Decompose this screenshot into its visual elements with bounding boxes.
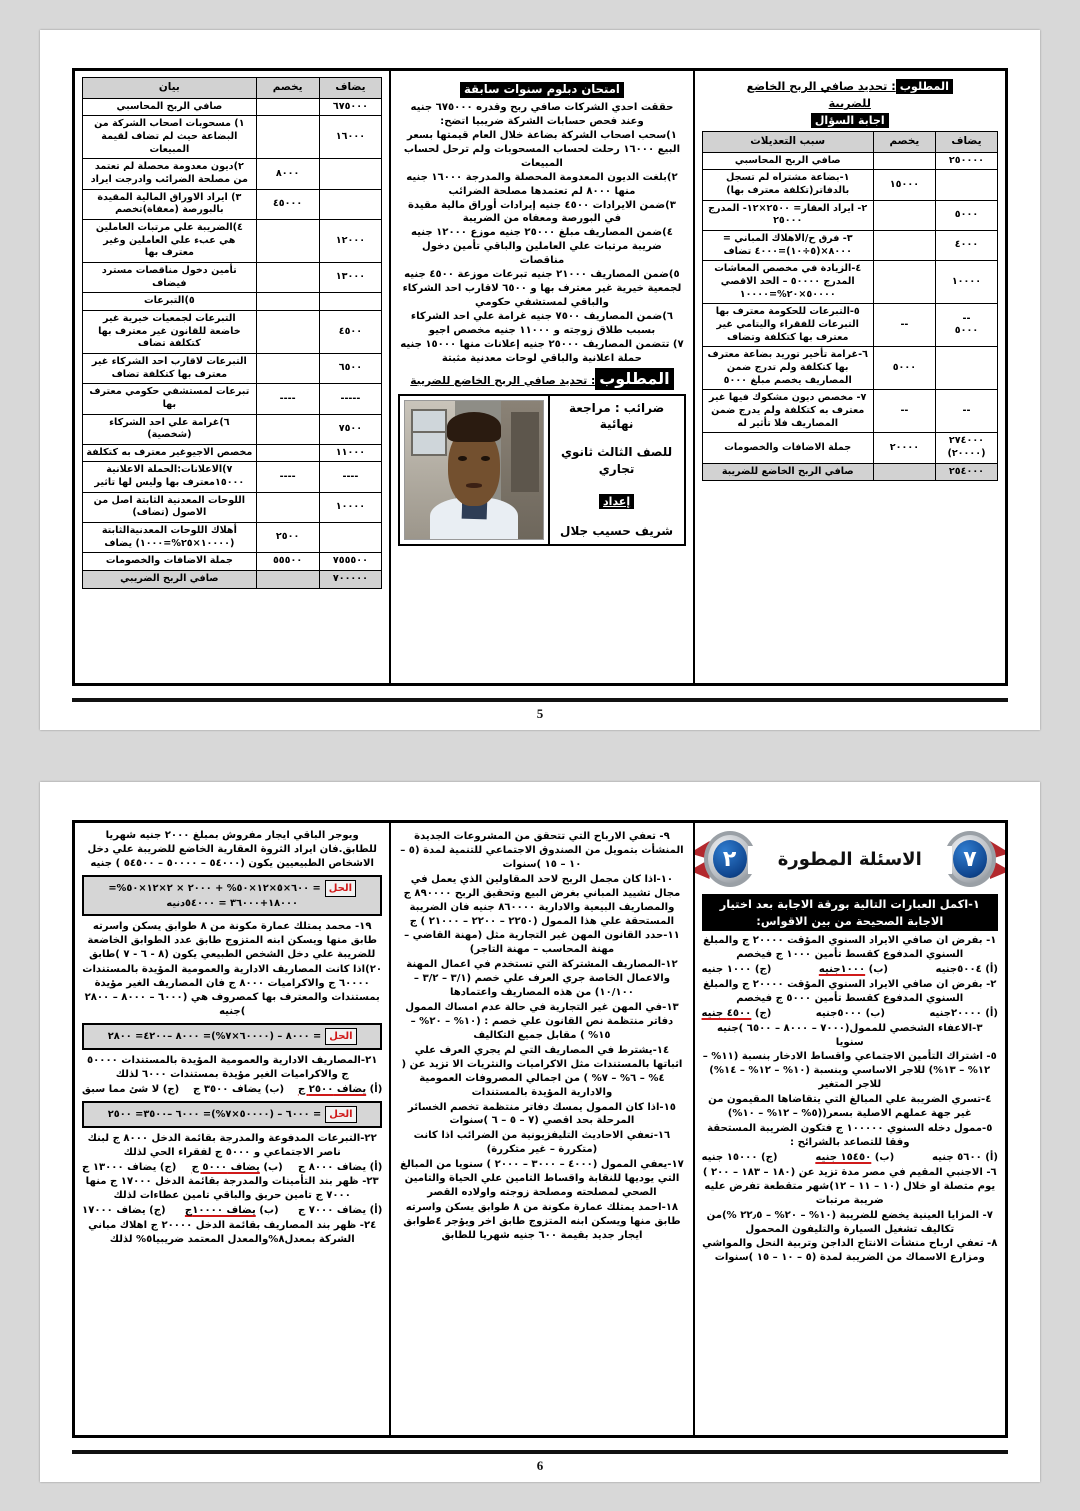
table-header-row xyxy=(83,78,382,99)
cell-added xyxy=(319,523,382,553)
solution-tag: الحل xyxy=(325,1106,356,1123)
table-row xyxy=(83,553,382,571)
table-row xyxy=(83,262,382,292)
solution-line: الحل= ٦٠٠×٥×١٢×٥٠% + ٢٠٠٠ × ٢×١٢×٥٠%= xyxy=(88,880,376,897)
answer-option[interactable] xyxy=(298,1083,382,1097)
cell-added: ٧٥٥٥٠٠ xyxy=(319,553,382,571)
page1-middle-column xyxy=(389,71,692,683)
author-photo-block xyxy=(398,394,685,546)
answer-option[interactable] xyxy=(82,1161,176,1175)
cell-description: ٧)الاعلانات:الحملة الاعلانية ١٥٠٠٠معترف بها وليس لها تاثير xyxy=(83,462,257,492)
page2-middle-questions xyxy=(398,830,685,1243)
cell-description: ٤-الزيادة في مخصص المعاشات المدرج ٥٠٠٠٠ – الحد الاقصي ٥٠٠٠٠×٢٠%=١٠٠٠٠ xyxy=(702,261,873,304)
page2-left-body xyxy=(82,875,382,1247)
table-row xyxy=(83,310,382,353)
solution-tag: الحل xyxy=(325,1028,356,1045)
page2-right-questions xyxy=(702,934,998,1265)
cell-description: جملة الاضافات والخصومات xyxy=(702,433,873,463)
cell-description: صافي الربح المحاسبي xyxy=(702,152,873,170)
option-value: ١٥٤٥٠ جنيه xyxy=(815,1151,872,1163)
mcq-question: ٨- تعفي ارباح منشأت الانتاج الداجن وتربية النحل والمواشي ومزارع الاسماك من الضريبة لمدة (٥ – ١٠ – ١٥ )سنوات xyxy=(702,1238,998,1264)
option-value: يضاف ٧٠٠٠ ج xyxy=(297,1205,367,1217)
mcq-question: ٣-الاعفاء الشخصي للممول(٧٠٠٠ – ٨٠٠٠ – ٦٥٠٠ )جنيه سنويا xyxy=(717,1022,983,1048)
answer-option[interactable] xyxy=(702,963,772,977)
mcq-question: ٦- الاجنبي المقيم في مصر مدة تزيد عن (١٨٠ – ١٨٣ – ٢٠٠ ) يوم متصلة او خلال (١٠ – ١١ – ١٢)شهر متقطعة تفرض عليه ضريبة مرتبات xyxy=(702,1166,997,1206)
cell-added: ٧٥٠٠ xyxy=(319,414,382,444)
solution-line: الحل= ٨٠٠٠ – (٦٠٠٠٠×٧%)= ٨٠٠٠ –٤٢٠٠= ٢٨٠٠ xyxy=(88,1028,376,1045)
option-value: ١٠٠٠ جنيه xyxy=(701,963,752,975)
option-label: (ج) xyxy=(145,1205,166,1217)
cell-deducted: ٢٠٠٠٠ xyxy=(873,433,935,463)
option-value: ٤٥٠٠ جنيه xyxy=(701,1007,752,1019)
author-photo-frame xyxy=(400,396,547,544)
cell-added: ٧٠٠٠٠٠ xyxy=(319,571,382,589)
page1-middle-required: المطلوب: تحديد صافي الربح الخاضع للضريبة xyxy=(398,368,685,390)
table-row xyxy=(83,444,382,462)
option-value: يضاف ١٣٠٠٠ ج xyxy=(82,1161,157,1173)
mcq-question: ٢٢-التبرعات المدفوعة والمدرجة بقائمة الدخل ٨٠٠٠ ج لبنك ناصر الاجتماعي و ٥٠٠٠ ج لفقراء الحي لذلك xyxy=(87,1132,377,1158)
page-sheet-1 xyxy=(40,30,1040,730)
column-header: يضاف xyxy=(319,78,382,99)
page1-frame xyxy=(72,68,1008,686)
option-value: يضاف ٢٥٠٠ ج xyxy=(297,1083,367,1095)
option-label: (أ) xyxy=(366,1205,383,1217)
cell-description: جملة الاضافات والخصومات xyxy=(83,553,257,571)
answer-options xyxy=(82,1161,382,1175)
page1-answer-heading: اجابة السؤال xyxy=(702,113,998,128)
page1-left-table xyxy=(82,77,382,589)
cell-description: ٣) ايراد الاوراق المالية المقيدة بالبورصة (معفاة)تخصم xyxy=(83,189,257,219)
option-value: يضاف ٥٠٠٠ ج xyxy=(191,1161,260,1173)
mcq-question: ٢٠)اذا كانت المصاريف الادارية والعمومية المؤيدة بالمستندات ٦٠٠٠٠ ج والاكراميات ٨٠٠٠ ج فان المصاريف الغير مؤيدة بمستندات والمعترف بها كمصروف هي (٦٠٠٠ – ٨٠٠٠ – ٢٨٠٠ )جنيه xyxy=(82,964,383,1017)
mcq-question: ١٨-احمد يمتلك عمارة مكونة من ٨ طوابق يسكن واسرته طابق منها ويسكن ابنه المتزوج طابق اخر ويؤجر ٤طوابق ايجار جديد بقيمة ٦٠٠ جنيه شهريا للطابق xyxy=(403,1201,681,1241)
mcq-question: ٤-تسري الضريبة علي المبالغ التي يتقاضاها المقيمون من غير جهة عملهم الاصلية بسعر((٥% – ١٢% – ١٠%) xyxy=(708,1094,992,1120)
cell-description: تأمين دخول مناقصات مسترد فيضاف xyxy=(83,262,257,292)
mcq-question: ٩- تعفي الارباح التي تتحقق من المشروعات الجديدة المنشأت بتمويل من الصندوق الاجتماعي للتنمية لمدة (٥ – ١٠ – ١٥ )سنوات xyxy=(400,831,684,870)
cell-deducted: ٥٠٠٠ xyxy=(873,347,935,390)
option-value: ٥٠٠٤جنيه xyxy=(935,963,982,975)
answer-options xyxy=(82,1204,382,1218)
cell-deducted: ٨٠٠٠ xyxy=(256,159,319,189)
page1-number: 5 xyxy=(536,706,544,721)
cell-added: ١١٠٠٠ xyxy=(319,444,382,462)
table-row xyxy=(83,523,382,553)
table-row xyxy=(83,98,382,116)
subject-line: ضرائب : مراجعة نهائية xyxy=(568,400,665,432)
page2-left-intro: ويوجر الباقي ايجار مفروش بمبلغ ٢٠٠٠ جنيه شهريا للطابق.فان ايراد الثروة العقارية الخاضع للضريبة علي دخل الاشخاص الطبيعيين يكون (٥٤٠٠٠ – ٥٠٠٠٠ – ٥٤٥٠٠ ) جنيه xyxy=(87,830,377,869)
option-label: (ب) xyxy=(865,963,889,975)
cell-deducted xyxy=(873,261,935,304)
grade-line: للصف الثالث ثانوي تجاري xyxy=(560,445,673,477)
cell-description: ٥)التبرعات xyxy=(83,293,257,311)
cell-description: صافي الربح الخاضع للضريبة xyxy=(702,463,873,481)
mcq-question: ١- بفرض ان صافي الايراد السنوي المؤقت ٢٠٠٠٠ ج والمبلغ السنوي المدفوع كقسط تأمين ١٠٠٠ ج فيخصم xyxy=(703,935,997,960)
page1-required-title-line2: للضريبة xyxy=(828,97,871,111)
table-row xyxy=(83,384,382,414)
mcq-question: ٧- المزايا العينية يخضع للضريبة (١٠% – ٢٠% – ٢٢٫٥ %)من تكاليف تشغيل السيارة والتليفون المحمول xyxy=(706,1209,993,1235)
option-label: (أ) xyxy=(981,963,998,975)
cell-added: ٢٥٠٠٠٠ xyxy=(935,152,997,170)
cell-added: ----- xyxy=(319,384,382,414)
mcq-question: ٢٣- ظهر بند التأمينات والمدرجة بقائمة الدخل ١٧٠٠٠ ج منها ٧٠٠٠ ج تامين حريق والباقي تامين عطاءات لذلك xyxy=(85,1176,379,1202)
solution-box-2 xyxy=(82,1023,382,1050)
cell-description: ٦-غرامة تأخير توريد بضاعة معترف بها كتكلفة ولم تدرج ضمن المصاريف يخصم مبلغ ٥٠٠٠ xyxy=(702,347,873,390)
answer-options xyxy=(702,963,998,977)
table-row xyxy=(702,261,997,304)
mcq-question: ١٦-تعفي الاحاديث التليفزيونية من الضرائب اذا كانت (متكررة – غير متكررة) xyxy=(413,1130,671,1156)
cell-added: ١٠٠٠٠ xyxy=(319,492,382,522)
column-header: يخصم xyxy=(256,78,319,99)
mcq-question: ١٩- محمد يمتلك عمارة مكونة من ٨ طوابق يسكن واسرته طابق منها ويسكن ابنه المتزوج طابق عدد الطوابق الخاضعة للضريبة علي دخل الشخص الطبيعي يكون (٨ - ٦ - ٧ )طابق xyxy=(87,921,377,961)
cell-description: ٤)الضريبة علي مرتبات العاملين هي عبء علي العاملين وغير معترف بها xyxy=(83,219,257,262)
mcq-question: ١٤-يشترط في المصاريف التي لم يجري العرف علي اثباتها بالمستندات مثل الاكراميات والنثريات الا تزيد عن ( ٤% – ٦% – ٧% ) من اجمالي المصروفات العمومية والادارية المؤيدة بالمستندات xyxy=(401,1044,683,1098)
cell-description: مخصص الاجيوغير معترف به كتكلفة xyxy=(83,444,257,462)
option-label: (أ) xyxy=(981,1151,998,1163)
cell-description: التبرعات لاقارب احد الشركاء غير معترف بها كتكلفة تضاف xyxy=(83,353,257,383)
cell-added: ١٣٠٠٠ xyxy=(319,262,382,292)
answer-option[interactable] xyxy=(185,1204,279,1218)
cell-deducted: ---- xyxy=(256,462,319,492)
answer-option[interactable] xyxy=(936,963,999,977)
cell-deducted xyxy=(256,116,319,159)
mcq-question: ٢٤- ظهر بند المصاريف بقائمة الدخل ٢٠٠٠٠ ج اهلاك مباني الشركة بمعدل٨%والمعدل المعتمد ضريبيا٥% لذلك xyxy=(88,1220,377,1246)
badge-right-label: ٧ xyxy=(953,840,987,878)
answer-option[interactable] xyxy=(819,963,888,977)
answer-option[interactable] xyxy=(298,1204,382,1218)
answer-option[interactable] xyxy=(702,1151,778,1165)
option-label: (ج) xyxy=(751,963,772,975)
option-label: (أ) xyxy=(366,1083,383,1095)
prepared-label-wrap: إعداد xyxy=(555,489,679,511)
required-black-label: المطلوب xyxy=(896,79,953,94)
page2-bottom-rule xyxy=(72,1450,1008,1454)
cell-description: صافي الربح المحاسبي xyxy=(83,98,257,116)
table-row xyxy=(702,170,997,200)
cell-deducted xyxy=(256,310,319,353)
cell-added xyxy=(319,293,382,311)
cell-deducted xyxy=(256,262,319,292)
cell-deducted: -- xyxy=(873,390,935,433)
cell-deducted xyxy=(256,98,319,116)
author-caption xyxy=(548,396,684,544)
exam-item: ٢)بلغت الديون المعدومة المحصلة والمدرجة ١٦٠٠٠ جنيه منها ٨٠٠٠ لم تعتمدها مصلحة الضرائب xyxy=(406,171,678,197)
cell-deducted xyxy=(873,231,935,261)
page1-required-title: المطلوب: تحديد صافي الربح الخاضع xyxy=(702,79,998,94)
cell-added: ٦٧٥٠٠٠ xyxy=(319,98,382,116)
option-label: (ب) xyxy=(862,1007,885,1019)
page2-right-column xyxy=(693,823,1005,1435)
cell-deducted xyxy=(256,492,319,522)
column-header: سبب التعديلات xyxy=(702,132,873,153)
cell-description: ١-بضاعة مشتراه لم تسجل بالدفاتر(تكلفة معترف بها) xyxy=(702,170,873,200)
option-label: (ج) xyxy=(159,1083,180,1095)
table-row xyxy=(83,492,382,522)
answer-option[interactable] xyxy=(193,1083,284,1097)
cell-description: ٦)غرامة علي احد الشركاء (شخصية) xyxy=(83,414,257,444)
cell-added: ٤٥٠٠ xyxy=(319,310,382,353)
mcq-question: ١٧-يعفي الممول (٤٠٠٠ – ٣٠٠٠ – ٢٠٠٠ ) سنويا من المبالغ التي يوديها للنقابة واقساط التامين علي الحياة والتامين الصحي لمصلحته ومصلحة زوجته واولاده القصر xyxy=(400,1159,684,1199)
page1-left-column xyxy=(75,71,389,683)
option-label: (ج) xyxy=(751,1007,772,1019)
cell-added xyxy=(319,189,382,219)
cell-description: ١) مسحوبات اصحاب الشركة من البضاعة حيث لم تضاف لقيمة المبيعات xyxy=(83,116,257,159)
page1-right-column xyxy=(693,71,1005,683)
option-value: ٥٦٠٠ جنيه xyxy=(931,1151,982,1163)
table-row xyxy=(702,347,997,390)
mcq-question: ٢- بفرض ان صافي الايراد السنوي المؤقت ٢٠٠٠٠ ج والمبلغ السنوي المدفوع كقسط تأمين ٥٠٠٠ ج فيخصم xyxy=(703,978,997,1004)
banner-title: الاسئلة المطورة xyxy=(748,846,952,875)
answer-option[interactable] xyxy=(192,1161,283,1175)
answer-option[interactable] xyxy=(816,1007,885,1021)
option-value: يضاف ٣٥٠٠ ج xyxy=(193,1083,262,1095)
answer-option[interactable] xyxy=(298,1161,382,1175)
solution-box-3 xyxy=(82,1101,382,1128)
cell-description: ٧- مخصص ديون مشكوك فيها غير معترف به كتكلفة ولم يدرج ضمن المصاريف فلا تأثير له xyxy=(702,390,873,433)
table-row xyxy=(702,152,997,170)
instruction-bar: ١-اكمل العبارات التالية بورقة الاجابة بعد اختيار الاجابة الصحيحة من بين الاقواس: xyxy=(702,894,998,931)
table-row xyxy=(702,463,997,481)
column-header: يضاف xyxy=(935,132,997,153)
cell-deducted: -- xyxy=(873,304,935,347)
exam-item: ٣)ضمن الايرادات ٤٥٠٠ جنيه إيرادات أوراق مالية مقيدة في البورصة ومعفاه من الضريبة xyxy=(408,199,676,225)
author-name: شريف حسيب جلال xyxy=(560,524,674,539)
table-header-row xyxy=(702,132,997,153)
cell-description: صافي الربح الضريبي xyxy=(83,571,257,589)
exam-item: ١)سحب اصحاب الشركة بضاعة خلال العام قيمتها بسعر البيع ١٦٠٠٠ رحلت لحساب المسحوبات ولم ترحل لحساب المبيعات xyxy=(403,129,681,169)
table-row xyxy=(83,414,382,444)
cell-deducted xyxy=(873,152,935,170)
option-label: (أ) xyxy=(981,1007,998,1019)
column-header: يخصم xyxy=(873,132,935,153)
cell-description: اللوحات المعدنية الثابتة اصل من الاصول (تضاف) xyxy=(83,492,257,522)
page2-middle-column xyxy=(389,823,692,1435)
mcq-question: ١١-حدد القانون المهن غير التجارية مثل (مهنة القاضي – مهنة المحاسب – مهنة التاجر) xyxy=(404,930,680,956)
mcq-question: ١٥-اذا كان الممول يمسك دفاتر منتظمة تخصم الخسائر المرحلة بحد اقصي (٧ – ٥ – ٦ )سنوات xyxy=(407,1101,676,1127)
option-label: (ب) xyxy=(255,1205,279,1217)
cell-deducted: ---- xyxy=(256,384,319,414)
cell-added: ٢٥٤٠٠٠ xyxy=(935,463,997,481)
cell-added: ٤٠٠٠ xyxy=(935,231,997,261)
cell-description: التبرعات لجمعيات خيرية غير خاضعة للقانون غير معترف بها كتكلفة تضاف xyxy=(83,310,257,353)
exam-item: ٧) تتضمن المصاريف ٢٥٠٠٠ جنيه إعلانات منها ١٥٠٠٠ جنيه حملة اعلانية والباقي لوحات معدنية مثبتة xyxy=(400,338,684,364)
exam-item: ٦)ضمن المصاريف ٧٥٠٠ جنيه غرامة علي احد الشركاء بسبب طلاق زوجته و ١١٠٠٠ جنيه مخصص اجيو xyxy=(410,310,673,336)
mcq-question: ٥-ممول دخله السنوي ١٠٠٠٠٠ ج فتكون الضريبة المستحقة وفقا للتصاعد بالشرائح : xyxy=(707,1123,993,1148)
cell-deducted xyxy=(256,444,319,462)
page2-frame xyxy=(72,820,1008,1438)
exam-item: ٤)ضمن المصاريف مبلغ ٢٥٠٠٠ جنيه موزع ١٢٠٠٠ جنيه ضريبة مرتبات علي العاملين والباقي تأمين دخول مناقصات xyxy=(410,227,673,267)
exam-intro-line-2: وعند فحص حسابات الشركة ضريبيا اتضح: xyxy=(440,116,644,127)
table-row xyxy=(702,304,997,347)
page-sheet-2 xyxy=(40,782,1040,1482)
option-label: (ج) xyxy=(156,1161,177,1173)
cell-deducted xyxy=(256,293,319,311)
cell-deducted xyxy=(873,463,935,481)
cell-added: ١٠٠٠٠ xyxy=(935,261,997,304)
badge-left-label: ٢ xyxy=(713,840,747,878)
option-value: لا شئ مما سبق xyxy=(82,1083,160,1095)
option-value: يضاف ١٧٠٠٠ xyxy=(82,1205,146,1217)
cell-added: ---- xyxy=(319,462,382,492)
option-label: (ب) xyxy=(259,1161,283,1173)
option-value: ١٠٠٠جنيه xyxy=(818,963,866,975)
table-row xyxy=(83,462,382,492)
answer-options xyxy=(82,1083,382,1097)
cell-deducted xyxy=(256,219,319,262)
answer-option[interactable] xyxy=(815,1151,894,1165)
author-portrait-photo xyxy=(404,400,543,540)
exam-items-list xyxy=(398,129,685,366)
solution-line: الحل= ٦٠٠٠ – (٥٠٠٠٠×٧%)= ٦٠٠٠ –٣٥٠٠= ٢٥٠٠ xyxy=(88,1106,376,1123)
cell-deducted: ٢٥٠٠ xyxy=(256,523,319,553)
option-value: يضاف ١٠٠٠٠ج xyxy=(184,1205,256,1217)
table-row xyxy=(83,571,382,589)
page1-right-table xyxy=(702,131,998,481)
cell-added: ٥٠٠٠ xyxy=(935,200,997,230)
option-label: (ب) xyxy=(261,1083,285,1095)
cell-added: ٦٥٠٠ xyxy=(319,353,382,383)
table-row xyxy=(83,159,382,189)
option-label: (أ) xyxy=(366,1161,383,1173)
cell-deducted: ٥٥٥٠٠ xyxy=(256,553,319,571)
cell-added: ١٦٠٠٠ xyxy=(319,116,382,159)
answer-option[interactable] xyxy=(702,1007,772,1021)
mcq-question: ٢١-المصاريف الادارية والعمومية المؤيدة بالمستندات ٥٠٠٠٠ ج والاكراميات الغير مؤيدة بمستندات ٦٠٠٠ لذلك xyxy=(86,1054,378,1080)
cell-description: ٢)ديون معدومة محصلة لم تعتمد من مصلحة الضرائب وادرجت ايراد xyxy=(83,159,257,189)
answer-option[interactable] xyxy=(929,1007,998,1021)
cell-description: ٢- ايراد العقار= ٢٥٠٠×١٢- المدرج ٢٥٠٠٠ xyxy=(702,200,873,230)
cell-description: ٥-التبرعات للحكومة معترف بها التبرعات للفقراء واليتامي غير معترف بها كتكلفة وتضاف xyxy=(702,304,873,347)
badge-right-icon xyxy=(944,831,996,887)
cell-deducted xyxy=(256,571,319,589)
option-label: (ب) xyxy=(871,1151,895,1163)
page1-bottom-rule xyxy=(72,698,1008,702)
answer-options xyxy=(702,1151,998,1165)
answer-option[interactable] xyxy=(932,1151,998,1165)
table-row xyxy=(702,231,997,261)
option-value: يضاف ٨٠٠٠ ج xyxy=(297,1161,367,1173)
cell-added: ٢٧٤٠٠٠ (٢٠٠٠٠) xyxy=(935,433,997,463)
cell-description: تبرعات لمستشفي حكومي معترف بها xyxy=(83,384,257,414)
table-row xyxy=(83,219,382,262)
table-row xyxy=(83,116,382,159)
mcq-question: ١٠-اذا كان مجمل الربح لاحد المقاولين الذي يعمل في مجال تشييد المباني بغرض البيع وتحقيق الربح ٨٩٠٠٠٠ ج والمصاريف البيعية والادارية ٨٦٠٠٠٠ جنيه فان الضريبة المستحقة علي هذا الممول (٢٢٥٠ – ٢٢٠٠ – ٢١٠٠٠ ) ج xyxy=(403,873,681,927)
option-value: ٢٠٠٠٠جنيه xyxy=(929,1007,982,1019)
cell-added: -- ٥٠٠٠ xyxy=(935,304,997,347)
cell-added: -- xyxy=(935,390,997,433)
table-body xyxy=(83,98,382,588)
cell-deducted xyxy=(256,353,319,383)
solution-line: ١٨٠٠٠+٣٦٠٠٠ = ٥٤٠٠٠دنيه xyxy=(166,897,298,909)
cell-added xyxy=(935,170,997,200)
table-row xyxy=(702,433,997,463)
table-row xyxy=(702,200,997,230)
cell-deducted xyxy=(873,200,935,230)
cell-added xyxy=(935,347,997,390)
mcq-question: ١٣-في المهن غير التجارية في حالة عدم امساك الممول دفاتر منتظمة نص القانون علي خصم : (١٠% – ٢٠% – ١٥% ) مقابل جميع التكاليف xyxy=(405,1002,679,1041)
column-header: بيان xyxy=(83,78,257,99)
cell-description: ٣- فرق ح/الاهلاك المباني = ٨٠٠٠×(٥÷١٠)=٤٠٠٠ تضاف xyxy=(702,231,873,261)
exam-item: ٥)ضمن المصاريف ٢١٠٠٠ جنيه تبرعات موزعة ٤٥٠٠ جنيه لجمعية خيرية غير معترف بها و ٦٥٠٠ لاقارب احد الشركاء والباقي لمستشفي حكومي xyxy=(402,269,682,308)
cell-deducted xyxy=(256,414,319,444)
option-label: (ج) xyxy=(757,1151,778,1163)
table-row xyxy=(83,293,382,311)
table-row xyxy=(702,390,997,433)
page2-left-column xyxy=(75,823,389,1435)
cell-added: ١٢٠٠٠ xyxy=(319,219,382,262)
exam-banner: امتحان دبلوم سنوات سابقة xyxy=(398,77,685,99)
exam-intro-line-1: حققت احدي الشركات صافي ربح وقدره ٦٧٥٠٠٠ جنيه xyxy=(410,102,674,114)
cell-deducted: ٤٥٠٠٠ xyxy=(256,189,319,219)
table-body xyxy=(702,152,997,480)
option-value: ١٥٠٠٠ جنيه xyxy=(701,1151,758,1163)
solution-tag: الحل xyxy=(325,880,356,897)
mcq-question: ٥- اشتراك التأمين الاجتماعي واقساط الادخار بنسبة (١١% – ١٢% – ١٣%) للاجر الاساسي وبنسبة (١٠% – ١٢% – ١٤%) للاجر المتغير xyxy=(702,1051,997,1091)
cell-description: أهلاك اللوحات المعدنيةالثابتة (١٠٠٠٠×٢٥%=١٠٠٠) يضاف xyxy=(83,523,257,553)
developed-questions-banner xyxy=(702,829,998,891)
page2-number: 6 xyxy=(536,1458,544,1473)
cell-added xyxy=(319,159,382,189)
cell-deducted: ١٥٠٠٠ xyxy=(873,170,935,200)
answer-option[interactable] xyxy=(82,1083,179,1097)
answer-option[interactable] xyxy=(82,1204,166,1218)
mcq-question: ١٢-المصاريف المشتركة التي تستخدم في اعمال المهنة والاعمال الخاصة جري العرف علي خصم (٣/١ – ٣/٢ – ١٠/١٠٠) من هذه المصاريف واعتمادها xyxy=(406,959,678,999)
table-row xyxy=(83,189,382,219)
table-row xyxy=(83,353,382,383)
option-value: ٥٠٠٠جنيه xyxy=(815,1007,863,1019)
answer-options xyxy=(702,1007,998,1021)
solution-box-1 xyxy=(82,875,382,917)
